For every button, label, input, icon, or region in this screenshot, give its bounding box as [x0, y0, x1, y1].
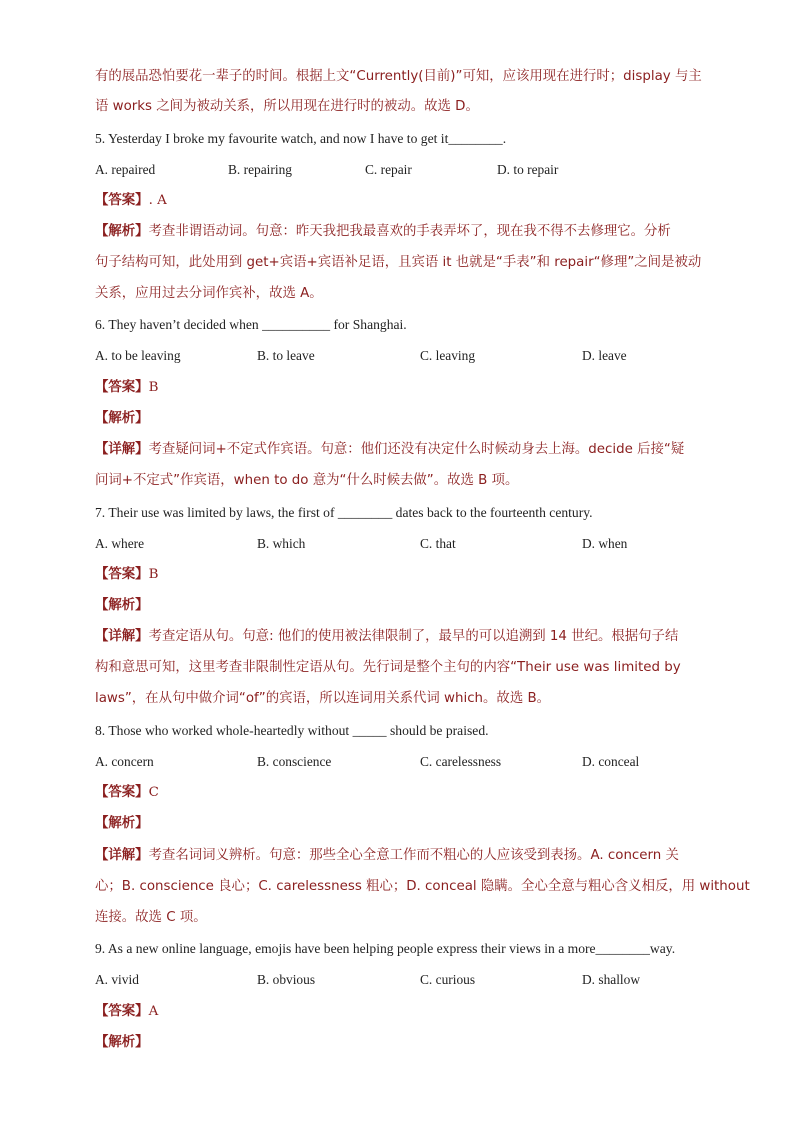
question-5-option-d: D. to repair: [497, 162, 559, 177]
question-8-detail-line-2: 心；B. conscience 良心；C. carelessness 粗心；D. conceal 隐瞒。全心全意与粗心含义相反，用 without: [95, 879, 750, 894]
detail-label: 【详解】: [95, 442, 149, 457]
detail-label: 【详解】: [95, 848, 149, 863]
question-5-answer: [95, 192, 699, 210]
question-7-option-b: B. which: [257, 536, 306, 551]
answer-label: 【答案】: [95, 785, 149, 800]
question-9-option-a: A. vivid: [95, 972, 139, 987]
answer-value: C: [148, 785, 159, 800]
question-8-option-a: A. concern: [95, 754, 154, 769]
question-5-option-c: C. repair: [365, 162, 412, 177]
question-9-option-c: C. curious: [420, 972, 476, 987]
answer-label: 【答案】: [95, 1004, 149, 1019]
question-7-stem: 7. Their use was limited by laws, the first of ________ dates back to the fourteenth century.: [95, 505, 593, 520]
question-6-analysis-label: 【解析】: [95, 411, 149, 426]
question-7-option-a: A. where: [95, 536, 145, 551]
question-5-stem: 5. Yesterday I broke my favourite watch, and now I have to get it________.: [95, 131, 507, 146]
question-6-detail-line-2: 问词+不定式”作宾语，when to do 意为“什么时候去做”。故选 B 项。: [95, 473, 519, 488]
continuation-line-2: 语 works 之间为被动关系，所以用现在进行时的被动。故选 D。: [95, 99, 479, 114]
answer-label: 【答案】: [95, 380, 149, 395]
answer-label: 【答案】: [95, 567, 149, 582]
question-8-option-b: B. conscience: [257, 754, 332, 769]
question-8-option-d: D. conceal: [582, 754, 640, 769]
analysis-label: 【解析】: [95, 224, 149, 239]
question-8-option-c: C. carelessness: [420, 754, 502, 769]
question-7-option-c: C. that: [420, 536, 456, 551]
question-9-answer: [95, 1003, 699, 1021]
question-6-option-b: B. to leave: [257, 348, 315, 363]
answer-value: A: [148, 1004, 159, 1019]
question-6-answer: [95, 379, 699, 397]
question-9-analysis-label: 【解析】: [95, 1035, 149, 1050]
question-5-analysis-line-2: 句子结构可知，此处用到 get+宾语+宾语补足语，且宾语 it 也就是“手表”和 repair“修理”之间是被动: [95, 255, 702, 270]
question-6-detail-line-1: 【详解】考查疑问词+不定式作宾语。句意：他们还没有决定什么时候动身去上海。decide 后接“疑: [95, 442, 685, 457]
continuation-line-1: 有的展品恐怕要花一辈子的时间。根据上文“Currently(目前)”可知，应该用现在进行时；display 与主: [95, 69, 702, 84]
detail-label: 【详解】: [95, 629, 149, 644]
question-8-detail-line-1: 【详解】考查名词词义辨析。句意：那些全心全意工作而不粗心的人应该受到表扬。A. concern 关: [95, 848, 679, 863]
question-6-option-c: C. leaving: [420, 348, 476, 363]
answer-value: B: [148, 380, 159, 395]
question-9-option-b: B. obvious: [257, 972, 316, 987]
question-5-analysis-line-1: 【解析】考查非谓语动词。句意：昨天我把我最喜欢的手表弄坏了，现在我不得不去修理它。分析: [95, 224, 671, 239]
question-7-detail-line-1: 【详解】考查定语从句。句意: 他们的使用被法律限制了，最早的可以追溯到 14 世纪。根据句子结: [95, 629, 679, 644]
question-8-analysis-label: 【解析】: [95, 816, 149, 831]
question-9-option-d: D. shallow: [582, 972, 641, 987]
question-8-stem: 8. Those who worked whole-heartedly without _____ should be praised.: [95, 723, 489, 738]
answer-value: B: [148, 567, 159, 582]
question-7-detail-line-2: 构和意思可知，这里考查非限制性定语从句。先行词是整个主句的内容“Their use was limited by: [95, 660, 681, 675]
question-5-option-a: A. repaired: [95, 162, 156, 177]
question-5-analysis-line-3: 关系，应用过去分词作宾补，故选 A。: [95, 286, 323, 301]
answer-value: . A: [148, 193, 167, 208]
question-7-answer: [95, 566, 699, 584]
question-7-analysis-label: 【解析】: [95, 598, 149, 613]
question-6-stem: 6. They haven’t decided when __________ for Shanghai.: [95, 317, 407, 332]
answer-label: 【答案】: [95, 193, 149, 208]
question-8-answer: [95, 784, 699, 802]
question-7-detail-line-3: laws”，在从句中做介词“of”的宾语，所以连词用关系代词 which。故选 B。: [95, 691, 551, 706]
question-6-option-a: A. to be leaving: [95, 348, 181, 363]
question-9-stem: 9. As a new online language, emojis have been helping people express their views in a more________way.: [95, 941, 676, 956]
question-8-detail-line-3: 连接。故选 C 项。: [95, 910, 207, 925]
question-7-option-d: D. when: [582, 536, 628, 551]
question-6-option-d: D. leave: [582, 348, 627, 363]
question-5-option-b: B. repairing: [228, 162, 292, 177]
